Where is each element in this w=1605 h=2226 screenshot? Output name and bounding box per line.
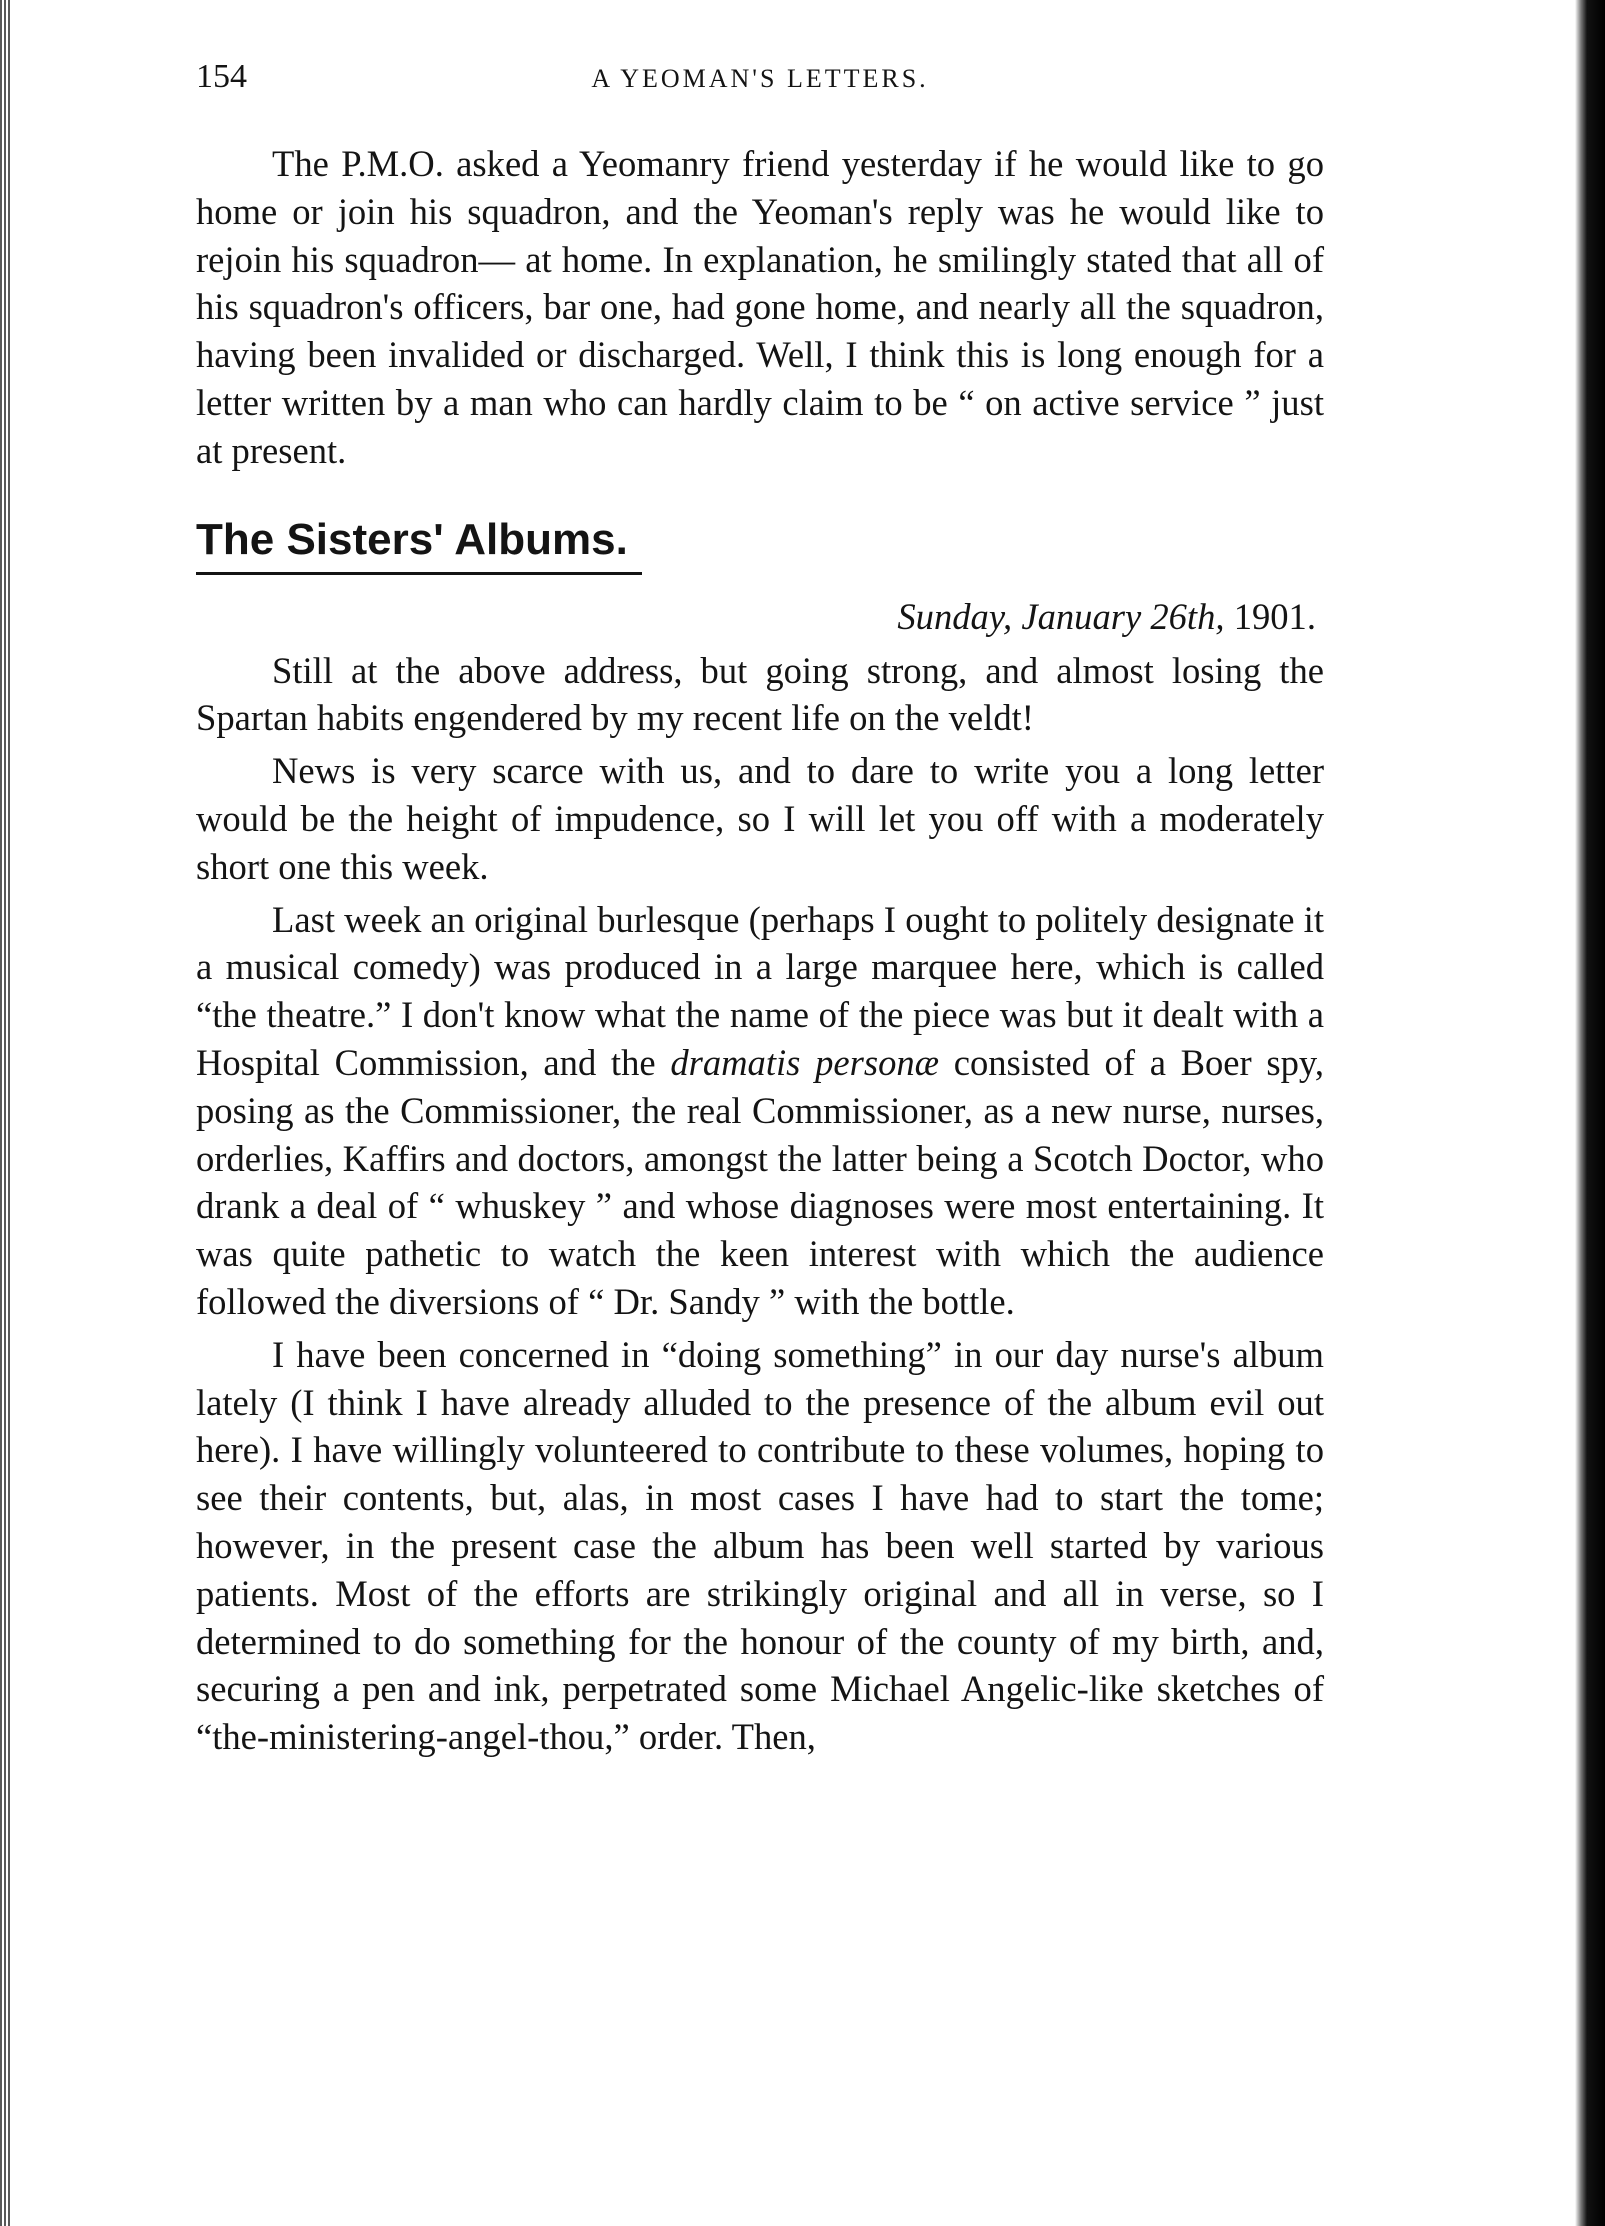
paragraph-4-part-1: Last week an original burlesque (perhaps I ought to politely designate it a musical comedy) was produced in a large marquee here, which is called “the theatre.” I don't know what the name of the piece was but it dealt with a Hospital Commission, and the — [196, 898, 1324, 1083]
page-header — [196, 58, 1324, 108]
page-number: 154 — [196, 58, 247, 95]
page-edge-shadow — [1575, 0, 1605, 2226]
running-head: A YEOMAN'S LETTERS. — [591, 64, 929, 93]
paragraph-4 — [196, 896, 1324, 1326]
dateline-year: 1901. — [1233, 595, 1316, 637]
dateline-day: Sunday, January 26th, — [897, 595, 1225, 637]
section-title: The Sisters' Albums. — [196, 512, 642, 575]
paragraph-2: Still at the above address, but going strong, and almost losing the Spartan habits engendered by my recent life on the veldt! — [196, 649, 1324, 739]
letter-dateline — [196, 593, 1324, 641]
paragraph-3: News is very scarce with us, and to dare to write you a long letter would be the height of impudence, so I will let you off with a moderately short one this week. — [196, 750, 1324, 887]
page-body — [196, 140, 1324, 1766]
paragraph-4-italic: dramatis personæ — [670, 1041, 940, 1083]
paragraph-1: The P.M.O. asked a Yeomanry friend yesterday if he would like to go home or join his squadron, and the Yeoman's reply was he would like to rejoin his squadron— at home. In explanation, he smilingly stated that all of his squadron's officers, bar one, had gone home, and nearly all the squadron, having been invalided or discharged. Well, I think this is long enough for a letter written by a man who can hardly claim to be “ on active service ” just at present. — [196, 143, 1324, 471]
paragraph-4-part-2: consisted of a Boer spy, posing as the Commissioner, the real Commissioner, as a new nurse, nurses, orderlies, Kaffirs and doctors, amongst the latter being a Scotch Doctor, who drank a deal of “ whuskey ” and whose diagnoses were most entertaining. It was quite pathetic to watch the keen interest with which the audience followed the diversions of “ Dr. Sandy ” with the bottle. — [196, 1041, 1324, 1322]
paragraph-5: I have been concerned in “doing something” in our day nurse's album lately (I think I have already alluded to the presence of the album evil out here). I have willingly volunteered to contribute to these volumes, hoping to see their contents, but, alas, in most cases I have had to start the tome; however, in the present case the album has been well started by various patients. Most of the efforts are strikingly original and all in verse, so I determined to do something for the honour of the county of my birth, and, securing a pen and ink, perpetrated some Michael Angelic-like sketches of “the-ministering-angel-thou,” order. Then, — [196, 1333, 1324, 1758]
binding-edge — [0, 0, 12, 2226]
